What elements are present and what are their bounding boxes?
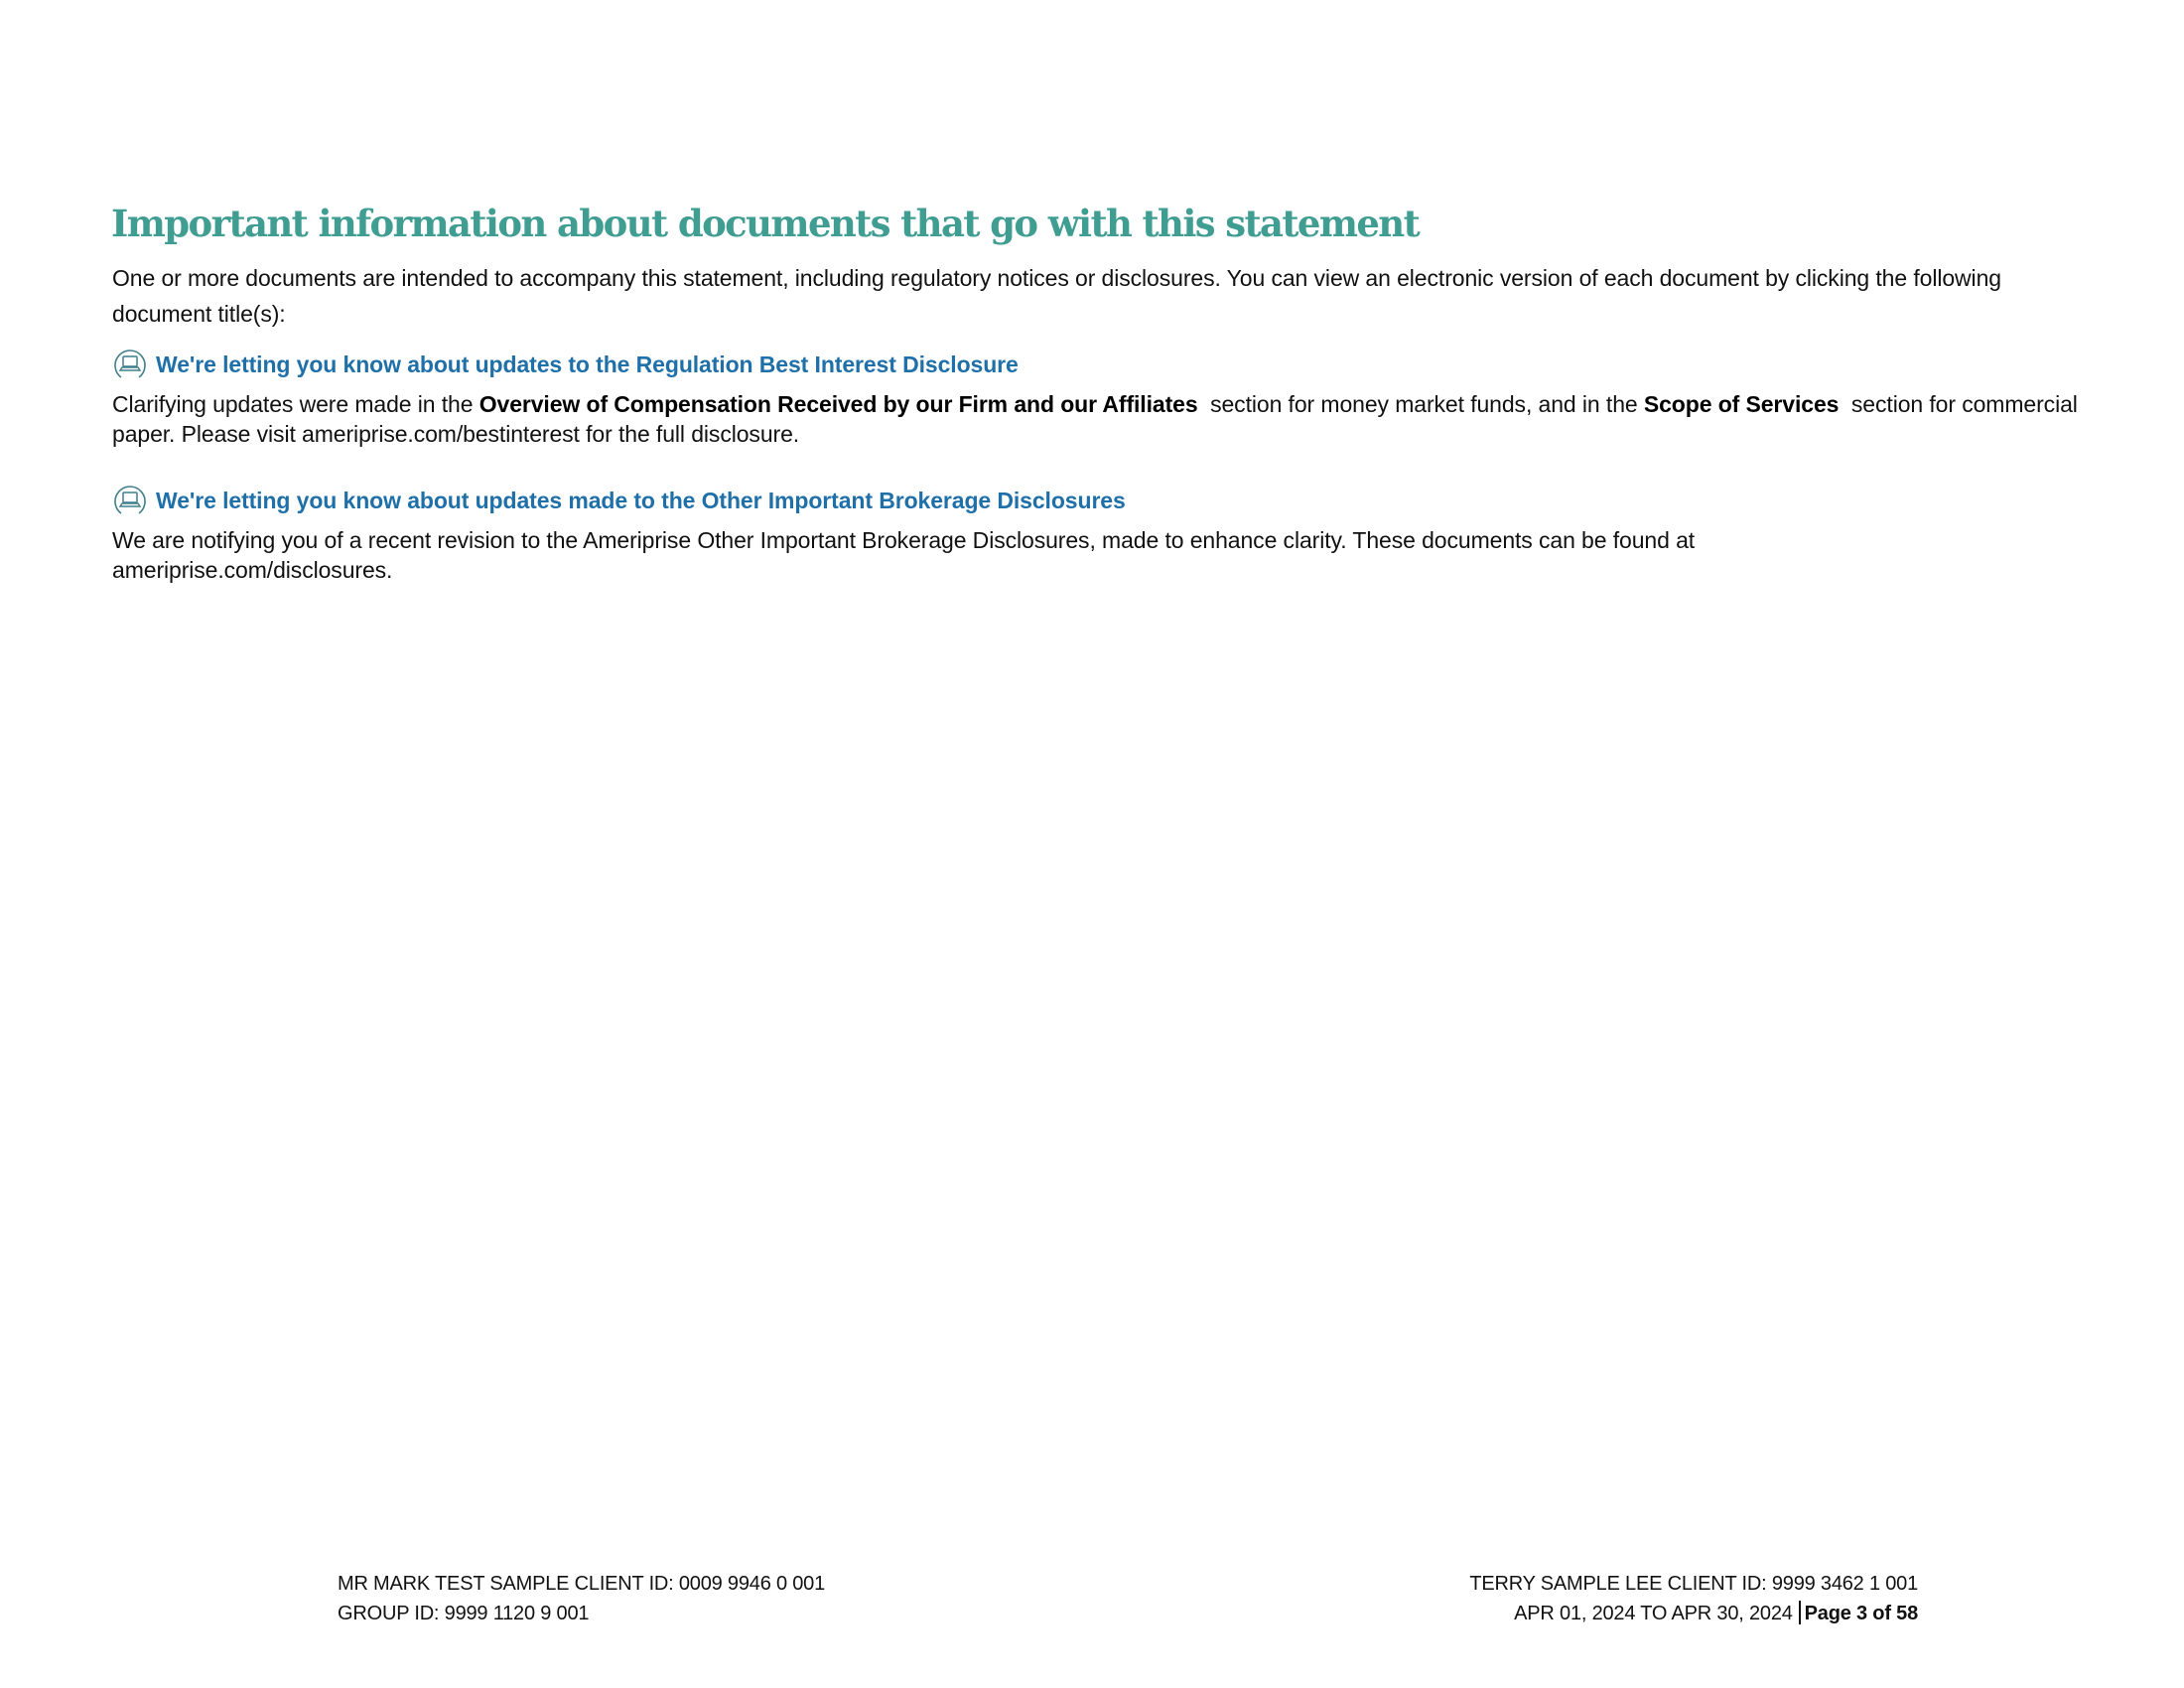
- brokerage-disclosures-link[interactable]: We're letting you know about updates made to the Other Important Brokerage Disclosures: [156, 487, 1126, 513]
- footer-client-id: MR MARK TEST SAMPLE CLIENT ID: 0009 9946 0 001: [338, 1573, 826, 1595]
- desc-line: ameriprise.com/disclosures.: [112, 557, 393, 583]
- desc-bold-text: Overview of Compensation Received by our Firm and our Affiliates: [478, 391, 1198, 417]
- divider: [1799, 1601, 1801, 1624]
- desc-text: Clarifying updates were made in the: [112, 391, 479, 417]
- page-title: Important information about documents that go with this statement: [111, 202, 1420, 245]
- document-description-reg-bi: [112, 389, 2098, 449]
- footer-statement-info: [1469, 1569, 1918, 1628]
- page-number: Page 3 of 58: [1804, 1603, 1918, 1624]
- document-description-brokerage: [112, 525, 2098, 585]
- footer-period-line: [1469, 1599, 1918, 1628]
- footer-client-info: [338, 1569, 825, 1628]
- footer-group-id: GROUP ID: 9999 1120 9 001: [338, 1603, 590, 1624]
- laptop-circle-icon: [112, 483, 148, 518]
- desc-text: section for commercial paper. Please visit ameriprise.com/bestinterest for the full disclosure.: [112, 391, 2085, 447]
- statement-period: APR 01, 2024 TO APR 30, 2024: [1514, 1603, 1793, 1624]
- footer-joint-client-id: TERRY SAMPLE LEE CLIENT ID: 9999 3462 1 001: [1469, 1573, 1918, 1595]
- document-link-row-brokerage[interactable]: [112, 481, 1126, 520]
- desc-line: We are notifying you of a recent revision to the Ameriprise Other Important Brokerage Disclosures, made to enhance clarity. These documents can be found at: [112, 527, 1696, 553]
- desc-bold-text: Scope of Services: [1643, 391, 1840, 417]
- document-link-row-reg-bi[interactable]: [112, 345, 1019, 384]
- regulation-best-interest-link[interactable]: We're letting you know about updates to the Regulation Best Interest Disclosure: [156, 351, 1019, 377]
- desc-text: section for money market funds, and in the: [1197, 391, 1644, 417]
- intro-text: One or more documents are intended to accompany this statement, including regulatory notices or disclosures. You can view an electronic version of each document by clicking the following document title(s):: [112, 265, 2001, 327]
- laptop-circle-icon: [112, 347, 148, 382]
